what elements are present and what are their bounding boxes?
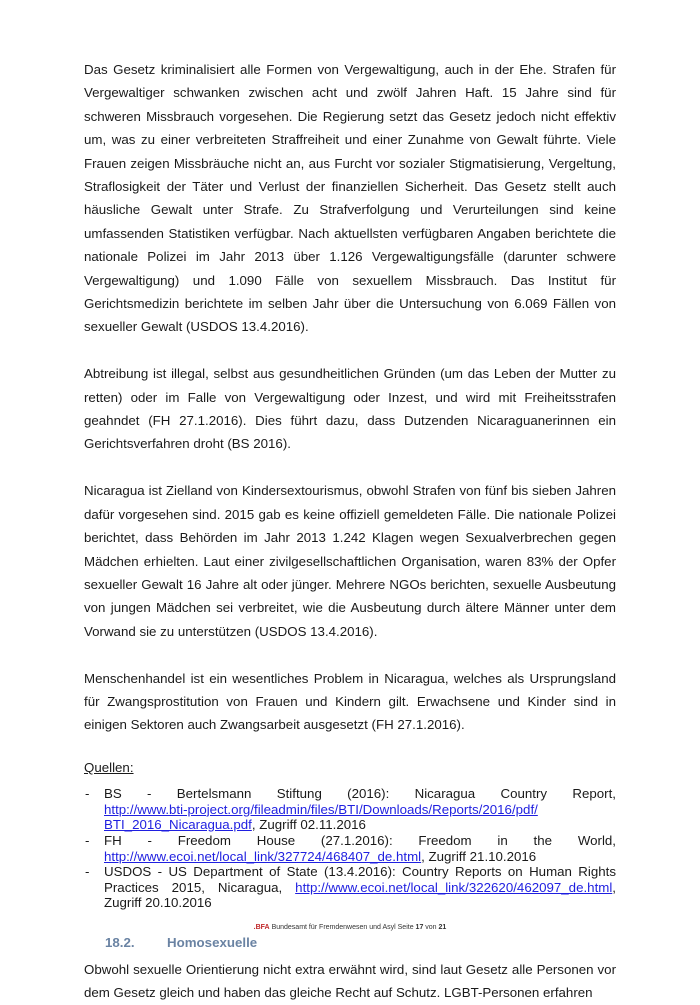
source-item-usdos <box>84 864 616 911</box>
source-item-fh <box>84 833 616 864</box>
page-total: 21 <box>438 924 447 931</box>
source-item-bs <box>84 786 616 833</box>
source-link-part: http://www.bti-project.org/fileadmin/files/BTI/Downloads/Reports/2016/pdf/ <box>104 801 538 817</box>
page-number: 17 <box>415 924 424 931</box>
footer-org: Bundesamt für Fremdenwesen und Asyl Seite <box>269 924 416 931</box>
sources-title: Quellen: <box>84 760 134 776</box>
paragraph-abortion: Abtreibung ist illegal, selbst aus gesundheitlichen Gründen (um das Leben der Mutter zu retten) oder im Falle von Vergewaltigung oder Inzest, und wird mit Freiheitsstrafen geahndet (FH 27.1.2016). Dies führt dazu, dass Dutzenden Nicaraguanerinnen ein Gerichtsverfahren droht (BS 2016). <box>84 366 616 452</box>
source-citation: FH - Freedom House (27.1.2016): Freedom in the World, <box>104 832 616 848</box>
sources-list <box>84 786 616 911</box>
page-footer <box>0 924 700 931</box>
source-link-part: BTI_2016_Nicaragua.pdf <box>104 817 252 833</box>
source-access-date: , Zugriff 02.11.2016 <box>251 817 366 833</box>
paragraph-human-trafficking: Menschenhandel ist ein wesentliches Problem in Nicaragua, welches als Ursprungsland für Zwangsprostitution von Frauen und Kindern gilt. Erwachsene und Kinder sind in einigen Sektoren auch Zwangsarbeit ausgesetzt (FH 27.1.2016). <box>84 670 616 733</box>
paragraph-child-sex-tourism: Nicaragua ist Zielland von Kindersextourismus, obwohl Strafen von fünf bis sieben Jahren dafür vorgesehen sind. 2015 gab es keine offiziell gemeldeten Fälle. Die nationale Polizei berichtet, dass Behörden im Jahr 2013 1.242 Klagen wegen Sexualverbrechen gegen Mädchen erhielten. Laut einer zivilgesellschaftlichen Organisation, waren 83% der Opfer sexueller Gewalt 16 Jahre alt oder jünger. Mehrere NGOs berichten, sexuelle Ausbeutung von jungen Mädchen sei verbreitet, wie die Ausbeutung durch ältere Männer unter dem Vorwand sie zu unterstützen (USDOS 13.4.2016). <box>84 483 616 639</box>
bullet-dash: - <box>85 832 90 848</box>
paragraph-homosexuality: Obwohl sexuelle Orientierung nicht extra erwähnt wird, sind laut Gesetz alle Personen vor dem Gesetz gleich und haben das gleiche Recht auf Schutz. LGBT-Personen erfahren <box>84 961 616 1001</box>
bullet-dash: - <box>85 786 90 802</box>
source-access-date: , Zugriff 21.10.2016 <box>421 848 537 864</box>
document-page <box>84 58 616 1005</box>
source-access-date: , Zugriff 20.10.2016 <box>104 879 616 911</box>
section-number: 18.2. <box>105 934 135 950</box>
source-citation: USDOS - US Department of State (13.4.2016): Country Reports on Human Rights Practices 2015, Nicaragua, <box>104 864 616 895</box>
footer-of: von <box>423 924 439 931</box>
source-citation: BS - Bertelsmann Stiftung (2016): Nicaragua Country Report, <box>104 786 616 802</box>
bfa-logo: .BFA <box>253 924 270 931</box>
source-link-fh[interactable]: http://www.ecoi.net/local_link/327724/468407_de.html <box>104 848 422 864</box>
source-link-usdos[interactable]: http://www.ecoi.net/local_link/322620/462097_de.html <box>295 879 613 895</box>
bullet-dash: - <box>85 864 90 880</box>
section-title: Homosexuelle <box>167 934 258 950</box>
section-heading <box>84 934 616 952</box>
paragraph-rape-law: Das Gesetz kriminalisiert alle Formen von Vergewaltigung, auch in der Ehe. Strafen für Vergewaltiger schwanken zwischen acht und zwölf Jahren Haft. 15 Jahre sind für schweren Missbrauch vorgesehen. Die Regierung setzt das Gesetz jedoch nicht effektiv um, was zu einer verbreiteten Straffreiheit und einer Zunahme von Gewalt führte. Viele Frauen zeigen Missbräuche nicht an, aus Furcht vor sozialer Stigmatisierung, Vergeltung, Straflosigkeit der Täter und Verlust der finanziellen Sicherheit. Das Gesetz stellt auch häusliche Gewalt unter Strafe. Zu Strafverfolgung und Verurteilungen sind keine umfassenden Statistiken verfügbar. Nach aktuellsten verfügbaren Angaben berichtete die nationale Polizei im Jahr 2013 über 1.126 Vergewaltigungsfälle (darunter schwere Vergewaltigung) und 1.090 Fälle von sexuellem Missbrauch. Das Institut für Gerichtsmedizin berichtete im selben Jahr über die Untersuchung von 6.069 Fällen von sexueller Gewalt (USDOS 13.4.2016). <box>84 62 616 335</box>
